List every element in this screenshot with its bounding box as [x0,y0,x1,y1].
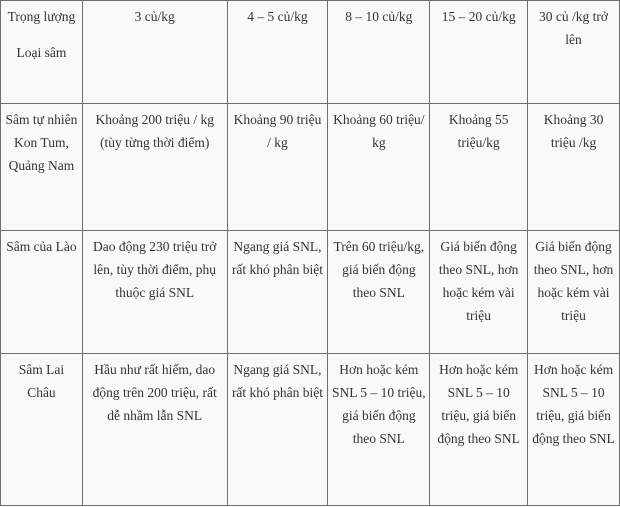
table-cell: Hơn hoặc kém SNL 5 – 10 triệu, giá biến động theo SNL [328,354,430,506]
table-cell: Khoảng 200 triệu / kg (tùy từng thời điểm) [82,104,227,231]
table-cell: Giá biến động theo SNL, hơn hoặc kém vài triệu [528,231,620,354]
table-cell: Khoảng 30 triệu /kg [528,104,620,231]
table-row [1,354,620,506]
table-cell: Ngang giá SNL, rất khó phân biệt [227,231,328,354]
table-cell: Khoảng 60 triệu/ kg [328,104,430,231]
table-cell: Trên 60 triệu/kg, giá biến động theo SNL [328,231,430,354]
table-cell: Khoảng 90 triệu / kg [227,104,328,231]
table-row [1,104,620,231]
row-label: Sâm Lai Châu [1,354,83,506]
header-type-label: Loại sâm [16,45,67,60]
row-label: Sâm tự nhiên Kon Tum, Quảng Nam [1,104,83,231]
table-cell: Giá biến động theo SNL, hơn hoặc kém vài triệu [430,231,528,354]
table-cell: Hơn hoặc kém SNL 5 – 10 triệu, giá biến động theo SNL [430,354,528,506]
table-cell: Hầu như rất hiếm, dao động trên 200 triệu, rất dễ nhầm lẫn SNL [82,354,227,506]
table-cell: Ngang giá SNL, rất khó phân biệt [227,354,328,506]
table-header-row [1,1,620,104]
header-weight-label: Trọng lượng [7,9,76,24]
table-cell: Hơn hoặc kém SNL 5 – 10 triệu, giá biến động theo SNL [528,354,620,506]
column-header: 30 củ /kg trở lên [528,1,620,104]
column-header: 15 – 20 củ/kg [430,1,528,104]
header-corner-cell [1,1,83,104]
column-header: 3 củ/kg [82,1,227,104]
table-cell: Dao động 230 triệu trở lên, tùy thời điểm, phụ thuộc giá SNL [82,231,227,354]
row-label: Sâm của Lào [1,231,83,354]
table-row [1,231,620,354]
column-header: 8 – 10 củ/kg [328,1,430,104]
column-header: 4 – 5 củ/kg [227,1,328,104]
table-cell: Khoảng 55 triệu/kg [430,104,528,231]
